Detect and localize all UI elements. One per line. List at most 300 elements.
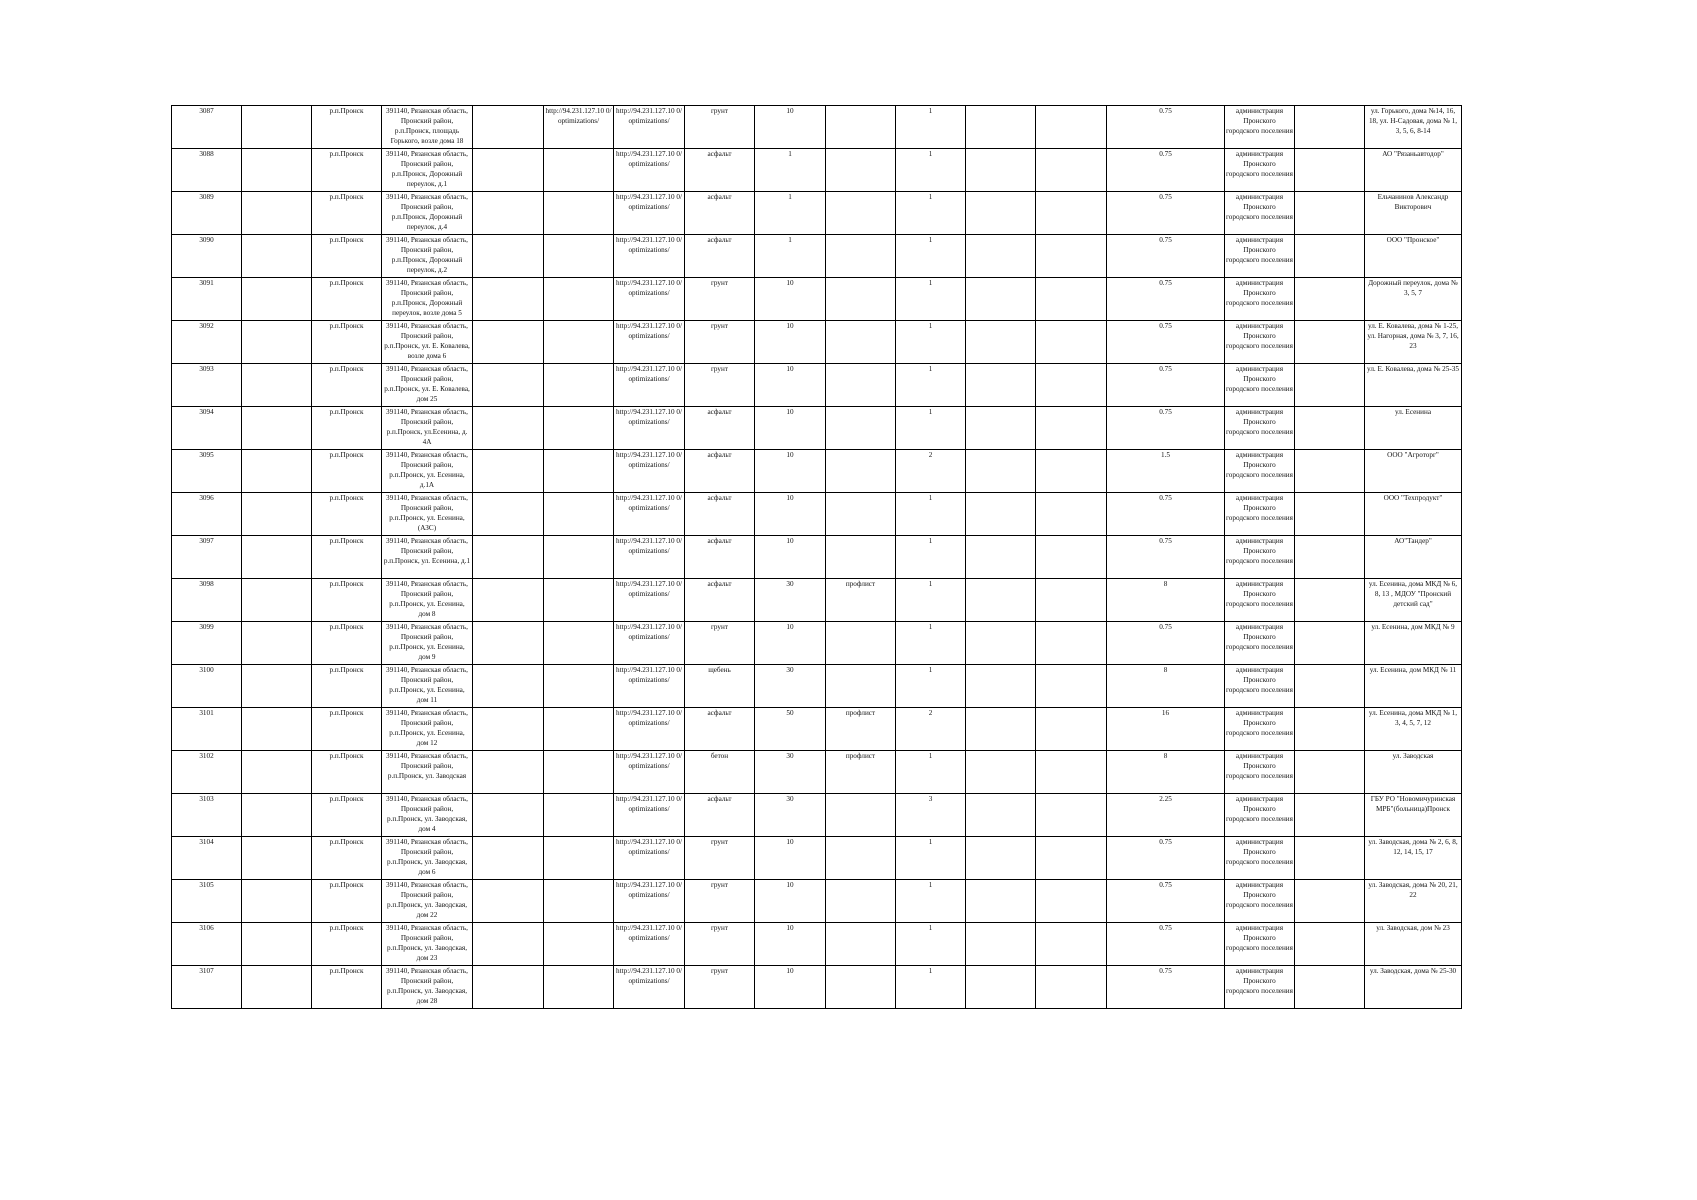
cell-area: 1	[755, 235, 826, 278]
cell-address: 391140, Рязанская область, Пронский район, р.п.Пронск, ул. Е. Ковалева, дом 25	[382, 364, 473, 407]
cell-empty	[1036, 923, 1107, 966]
cell-owner: администрация Пронского городского поселения	[1225, 622, 1295, 665]
cell-container-count: 1	[896, 235, 966, 278]
cell-number: 3107	[172, 966, 242, 1009]
cell-address: 391140, Рязанская область, Пронский район, р.п.Пронск, ул. Есенина, дом 12	[382, 708, 473, 751]
cell-url	[544, 880, 614, 923]
cell-number: 3100	[172, 665, 242, 708]
cell-waste-source: АО"Тандер"	[1365, 536, 1462, 579]
cell-waste-source: ул. Заводская, дом № 23	[1365, 923, 1462, 966]
cell-empty	[966, 837, 1036, 880]
cell-empty	[1036, 321, 1107, 364]
cell-address: 391140, Рязанская область, Пронский район, р.п.Пронск, ул. Есенина, дом 9	[382, 622, 473, 665]
cell-empty	[966, 192, 1036, 235]
cell-empty	[473, 579, 544, 622]
cell-locality: р.п.Пронск	[312, 794, 382, 837]
cell-empty	[473, 880, 544, 923]
cell-locality: р.п.Пронск	[312, 149, 382, 192]
cell-area: 10	[755, 622, 826, 665]
cell-area: 10	[755, 880, 826, 923]
cell-container-count: 1	[896, 923, 966, 966]
cell-empty	[1295, 880, 1365, 923]
cell-empty	[473, 106, 544, 149]
cell-waste-source: ул. Е. Ковалева, дома № 25-35	[1365, 364, 1462, 407]
table-row	[172, 622, 1462, 665]
cell-waste-source: ул. Горького, дома №14, 16, 18, ул. Н-Садовая, дома № 1, 3, 5, 6, 8-14	[1365, 106, 1462, 149]
cell-owner: администрация Пронского городского поселения	[1225, 536, 1295, 579]
cell-container-count: 1	[896, 321, 966, 364]
cell-empty	[1295, 794, 1365, 837]
cell-number: 3097	[172, 536, 242, 579]
cell-empty	[473, 622, 544, 665]
cell-empty	[966, 493, 1036, 536]
cell-surface: бетон	[685, 751, 755, 794]
cell-url	[544, 149, 614, 192]
cell-locality: р.п.Пронск	[312, 278, 382, 321]
cell-waste-source: ул. Е. Ковалева, дома № 1-25, ул. Нагорная, дома № 3, 7, 16, 23	[1365, 321, 1462, 364]
cell-empty	[966, 407, 1036, 450]
cell-empty	[242, 450, 312, 493]
cell-volume: 0.75	[1107, 106, 1225, 149]
cell-fence	[826, 665, 896, 708]
table-row	[172, 106, 1462, 149]
cell-number: 3092	[172, 321, 242, 364]
cell-locality: р.п.Пронск	[312, 192, 382, 235]
cell-url	[544, 450, 614, 493]
cell-empty	[473, 235, 544, 278]
cell-empty	[1295, 622, 1365, 665]
cell-address: 391140, Рязанская область, Пронский район, р.п.Пронск, ул.Есенина, д. 4А	[382, 407, 473, 450]
table-row	[172, 837, 1462, 880]
cell-empty	[242, 278, 312, 321]
cell-empty	[1036, 493, 1107, 536]
cell-empty	[1036, 880, 1107, 923]
cell-surface: асфальт	[685, 149, 755, 192]
cell-empty	[242, 493, 312, 536]
cell-empty	[242, 536, 312, 579]
cell-surface: грунт	[685, 622, 755, 665]
cell-empty	[966, 364, 1036, 407]
cell-area: 10	[755, 364, 826, 407]
cell-empty	[473, 665, 544, 708]
cell-locality: р.п.Пронск	[312, 708, 382, 751]
cell-address: 391140, Рязанская область, Пронский район, р.п.Пронск, Дорожный переулок, д.1	[382, 149, 473, 192]
cell-empty	[473, 708, 544, 751]
cell-url	[544, 321, 614, 364]
cell-empty	[473, 321, 544, 364]
cell-empty	[1036, 192, 1107, 235]
cell-area: 10	[755, 837, 826, 880]
cell-empty	[473, 923, 544, 966]
cell-url: http://94.231.127.10 0/optimizations/	[614, 579, 685, 622]
cell-fence: профлист	[826, 579, 896, 622]
cell-empty	[1295, 579, 1365, 622]
cell-container-count: 1	[896, 106, 966, 149]
cell-owner: администрация Пронского городского поселения	[1225, 923, 1295, 966]
cell-number: 3096	[172, 493, 242, 536]
cell-empty	[966, 321, 1036, 364]
cell-fence	[826, 794, 896, 837]
cell-url: http://94.231.127.10 0/optimizations/	[614, 880, 685, 923]
cell-empty	[966, 106, 1036, 149]
cell-empty	[242, 106, 312, 149]
cell-locality: р.п.Пронск	[312, 321, 382, 364]
cell-waste-source: АО "Рязаньавтодор"	[1365, 149, 1462, 192]
cell-surface: грунт	[685, 880, 755, 923]
cell-container-count: 1	[896, 493, 966, 536]
cell-volume: 0.75	[1107, 149, 1225, 192]
cell-empty	[242, 579, 312, 622]
cell-area: 10	[755, 321, 826, 364]
cell-locality: р.п.Пронск	[312, 880, 382, 923]
cell-fence	[826, 278, 896, 321]
table-row	[172, 751, 1462, 794]
cell-locality: р.п.Пронск	[312, 837, 382, 880]
table-row	[172, 880, 1462, 923]
cell-waste-source: ул. Есенина, дома МКД № 1, 3, 4, 5, 7, 12	[1365, 708, 1462, 751]
cell-volume: 0.75	[1107, 278, 1225, 321]
cell-empty	[473, 794, 544, 837]
table-row	[172, 149, 1462, 192]
cell-number: 3105	[172, 880, 242, 923]
cell-container-count: 1	[896, 407, 966, 450]
cell-empty	[1295, 450, 1365, 493]
cell-surface: асфальт	[685, 450, 755, 493]
cell-empty	[1036, 579, 1107, 622]
cell-empty	[1036, 364, 1107, 407]
cell-empty	[1295, 149, 1365, 192]
cell-number: 3102	[172, 751, 242, 794]
cell-surface: грунт	[685, 321, 755, 364]
table-row	[172, 450, 1462, 493]
cell-owner: администрация Пронского городского поселения	[1225, 149, 1295, 192]
cell-container-count: 1	[896, 880, 966, 923]
cell-fence	[826, 493, 896, 536]
cell-volume: 0.75	[1107, 966, 1225, 1009]
cell-empty	[473, 407, 544, 450]
cell-url	[544, 192, 614, 235]
cell-owner: администрация Пронского городского поселения	[1225, 579, 1295, 622]
cell-empty	[242, 837, 312, 880]
cell-locality: р.п.Пронск	[312, 966, 382, 1009]
cell-empty	[966, 235, 1036, 278]
cell-volume: 16	[1107, 708, 1225, 751]
cell-volume: 8	[1107, 665, 1225, 708]
cell-url	[544, 923, 614, 966]
cell-owner: администрация Пронского городского поселения	[1225, 278, 1295, 321]
cell-number: 3088	[172, 149, 242, 192]
cell-locality: р.п.Пронск	[312, 493, 382, 536]
cell-owner: администрация Пронского городского поселения	[1225, 708, 1295, 751]
cell-url	[544, 407, 614, 450]
cell-address: 391140, Рязанская область, Пронский район, р.п.Пронск, ул. Заводская, дом 4	[382, 794, 473, 837]
cell-url: http://94.231.127.10 0/optimizations/	[614, 493, 685, 536]
cell-fence	[826, 106, 896, 149]
cell-empty	[1295, 321, 1365, 364]
cell-empty	[473, 493, 544, 536]
cell-container-count: 1	[896, 192, 966, 235]
cell-empty	[242, 192, 312, 235]
cell-volume: 0.75	[1107, 235, 1225, 278]
cell-waste-source: ООО "Агроторг"	[1365, 450, 1462, 493]
cell-container-count: 1	[896, 751, 966, 794]
cell-empty	[242, 923, 312, 966]
cell-empty	[242, 149, 312, 192]
cell-volume: 0.75	[1107, 493, 1225, 536]
cell-empty	[1295, 923, 1365, 966]
cell-address: 391140, Рязанская область, Пронский район, р.п.Пронск, ул. Заводская, дом 23	[382, 923, 473, 966]
cell-container-count: 2	[896, 708, 966, 751]
cell-empty	[966, 278, 1036, 321]
cell-waste-source: ООО "Техпродукт"	[1365, 493, 1462, 536]
cell-surface: асфальт	[685, 536, 755, 579]
cell-empty	[242, 407, 312, 450]
cell-number: 3087	[172, 106, 242, 149]
cell-container-count: 1	[896, 364, 966, 407]
cell-volume: 0.75	[1107, 192, 1225, 235]
cell-area: 10	[755, 966, 826, 1009]
cell-address: 391140, Рязанская область, Пронский район, р.п.Пронск, ул. Есенина, (АЗС)	[382, 493, 473, 536]
cell-container-count: 1	[896, 665, 966, 708]
cell-locality: р.п.Пронск	[312, 407, 382, 450]
cell-empty	[1295, 708, 1365, 751]
cell-number: 3095	[172, 450, 242, 493]
cell-fence	[826, 149, 896, 192]
cell-fence	[826, 235, 896, 278]
cell-number: 3089	[172, 192, 242, 235]
cell-empty	[242, 966, 312, 1009]
cell-address: 391140, Рязанская область, Пронский район, р.п.Пронск, ул. Заводская, дом 6	[382, 837, 473, 880]
cell-surface: грунт	[685, 837, 755, 880]
cell-area: 10	[755, 278, 826, 321]
cell-url: http://94.231.127.10 0/optimizations/	[614, 794, 685, 837]
cell-owner: администрация Пронского городского поселения	[1225, 794, 1295, 837]
cell-empty	[1036, 536, 1107, 579]
cell-number: 3099	[172, 622, 242, 665]
cell-url	[544, 278, 614, 321]
cell-empty	[966, 708, 1036, 751]
cell-address: 391140, Рязанская область, Пронский район, р.п.Пронск, ул. Заводская, дом 28	[382, 966, 473, 1009]
cell-volume: 0.75	[1107, 837, 1225, 880]
cell-area: 10	[755, 450, 826, 493]
cell-empty	[473, 536, 544, 579]
table-row	[172, 794, 1462, 837]
cell-owner: администрация Пронского городского поселения	[1225, 880, 1295, 923]
cell-volume: 0.75	[1107, 923, 1225, 966]
cell-empty	[473, 278, 544, 321]
cell-empty	[966, 966, 1036, 1009]
cell-empty	[1036, 751, 1107, 794]
cell-fence	[826, 966, 896, 1009]
cell-number: 3106	[172, 923, 242, 966]
cell-number: 3098	[172, 579, 242, 622]
cell-volume: 8	[1107, 751, 1225, 794]
cell-owner: администрация Пронского городского поселения	[1225, 751, 1295, 794]
cell-url: http://94.231.127.10 0/optimizations/	[614, 106, 685, 149]
cell-fence	[826, 192, 896, 235]
cell-empty	[1295, 751, 1365, 794]
cell-locality: р.п.Пронск	[312, 751, 382, 794]
cell-address: 391140, Рязанская область, Пронский район, р.п.Пронск, Дорожный переулок, д.4	[382, 192, 473, 235]
cell-waste-source: ул. Есенина, дома МКД № 6, 8, 13 , МДОУ "Пронский детский сад"	[1365, 579, 1462, 622]
cell-number: 3091	[172, 278, 242, 321]
cell-waste-source: ул. Есенина	[1365, 407, 1462, 450]
cell-area: 1	[755, 192, 826, 235]
cell-locality: р.п.Пронск	[312, 665, 382, 708]
cell-volume: 0.75	[1107, 880, 1225, 923]
registry-table	[171, 105, 1462, 1009]
cell-volume: 8	[1107, 579, 1225, 622]
cell-url	[544, 235, 614, 278]
cell-empty	[1295, 235, 1365, 278]
cell-empty	[966, 923, 1036, 966]
cell-surface: грунт	[685, 278, 755, 321]
table-row	[172, 407, 1462, 450]
cell-owner: администрация Пронского городского поселения	[1225, 235, 1295, 278]
cell-area: 10	[755, 536, 826, 579]
table-row	[172, 235, 1462, 278]
cell-area: 10	[755, 407, 826, 450]
cell-url: http://94.231.127.10 0/optimizations/	[614, 708, 685, 751]
cell-url: http://94.231.127.10 0/optimizations/	[614, 665, 685, 708]
cell-container-count: 1	[896, 278, 966, 321]
cell-empty	[966, 450, 1036, 493]
cell-area: 10	[755, 923, 826, 966]
cell-fence: профлист	[826, 751, 896, 794]
table-row	[172, 708, 1462, 751]
cell-number: 3093	[172, 364, 242, 407]
cell-waste-source: ООО "Пронское"	[1365, 235, 1462, 278]
cell-empty	[1295, 106, 1365, 149]
cell-waste-source: Ельчанинов Александр Викторович	[1365, 192, 1462, 235]
table-row	[172, 923, 1462, 966]
cell-fence	[826, 880, 896, 923]
table-row	[172, 278, 1462, 321]
cell-empty	[1295, 407, 1365, 450]
cell-url	[544, 837, 614, 880]
cell-address: 391140, Рязанская область, Пронский район, р.п.Пронск, ул. Есенина, д.1А	[382, 450, 473, 493]
cell-waste-source: ул. Заводская	[1365, 751, 1462, 794]
cell-address: 391140, Рязанская область, Пронский район, р.п.Пронск, ул. Заводская, дом 22	[382, 880, 473, 923]
cell-url: http://94.231.127.10 0/optimizations/	[614, 364, 685, 407]
cell-empty	[473, 364, 544, 407]
cell-locality: р.п.Пронск	[312, 106, 382, 149]
cell-waste-source: Дорожный переулок, дома № 3, 5, 7	[1365, 278, 1462, 321]
cell-area: 1	[755, 149, 826, 192]
cell-empty	[242, 364, 312, 407]
cell-address: 391140, Рязанская область, Пронский район, р.п.Пронск, площадь Горького, возле дома 18	[382, 106, 473, 149]
cell-container-count: 2	[896, 450, 966, 493]
cell-container-count: 1	[896, 149, 966, 192]
cell-waste-source: ул. Заводская, дома № 20, 21, 22	[1365, 880, 1462, 923]
table-row	[172, 321, 1462, 364]
cell-surface: асфальт	[685, 192, 755, 235]
cell-fence	[826, 450, 896, 493]
cell-area: 30	[755, 665, 826, 708]
cell-url	[544, 665, 614, 708]
cell-fence	[826, 407, 896, 450]
cell-fence	[826, 837, 896, 880]
cell-surface: асфальт	[685, 235, 755, 278]
cell-surface: грунт	[685, 106, 755, 149]
cell-empty	[1036, 794, 1107, 837]
table-row	[172, 966, 1462, 1009]
cell-locality: р.п.Пронск	[312, 622, 382, 665]
cell-locality: р.п.Пронск	[312, 364, 382, 407]
cell-url: http://94.231.127.10 0/optimizations/	[614, 966, 685, 1009]
cell-url	[544, 751, 614, 794]
cell-surface: грунт	[685, 364, 755, 407]
cell-surface: асфальт	[685, 708, 755, 751]
cell-owner: администрация Пронского городского поселения	[1225, 407, 1295, 450]
cell-url: http://94.231.127.10 0/optimizations/	[614, 407, 685, 450]
cell-url: http://94.231.127.10 0/optimizations/	[614, 751, 685, 794]
cell-owner: администрация Пронского городского поселения	[1225, 364, 1295, 407]
cell-volume: 0.75	[1107, 321, 1225, 364]
cell-number: 3103	[172, 794, 242, 837]
cell-container-count: 1	[896, 536, 966, 579]
cell-locality: р.п.Пронск	[312, 450, 382, 493]
cell-empty	[1036, 278, 1107, 321]
cell-surface: асфальт	[685, 493, 755, 536]
cell-url: http://94.231.127.10 0/optimizations/	[614, 235, 685, 278]
cell-owner: администрация Пронского городского поселения	[1225, 665, 1295, 708]
cell-fence	[826, 923, 896, 966]
cell-url	[544, 708, 614, 751]
cell-surface: асфальт	[685, 407, 755, 450]
cell-address: 391140, Рязанская область, Пронский район, р.п.Пронск, ул. Есенина, дом 11	[382, 665, 473, 708]
cell-address: 391140, Рязанская область, Пронский район, р.п.Пронск, Дорожный переулок, возле дома 5	[382, 278, 473, 321]
cell-volume: 2.25	[1107, 794, 1225, 837]
cell-empty	[242, 880, 312, 923]
cell-empty	[1036, 106, 1107, 149]
cell-container-count: 1	[896, 966, 966, 1009]
cell-empty	[242, 708, 312, 751]
cell-surface: асфальт	[685, 794, 755, 837]
cell-area: 10	[755, 106, 826, 149]
cell-address: 391140, Рязанская область, Пронский район, р.п.Пронск, ул. Есенина, д.1	[382, 536, 473, 579]
cell-waste-source: ГБУ РО "Новомичуринская МРБ"(больница)Пронск	[1365, 794, 1462, 837]
cell-waste-source: ул. Заводская, дома № 25-30	[1365, 966, 1462, 1009]
cell-volume: 0.75	[1107, 536, 1225, 579]
cell-owner: администрация Пронского городского поселения	[1225, 192, 1295, 235]
cell-fence	[826, 321, 896, 364]
cell-empty	[473, 149, 544, 192]
table-row	[172, 536, 1462, 579]
cell-empty	[1295, 364, 1365, 407]
cell-owner: администрация Пронского городского поселения	[1225, 321, 1295, 364]
cell-number: 3101	[172, 708, 242, 751]
cell-empty	[242, 235, 312, 278]
cell-fence: профлист	[826, 708, 896, 751]
cell-volume: 0.75	[1107, 407, 1225, 450]
cell-address: 391140, Рязанская область, Пронский район, р.п.Пронск, ул. Е. Ковалева, возле дома 6	[382, 321, 473, 364]
table-row	[172, 579, 1462, 622]
cell-empty	[966, 536, 1036, 579]
cell-empty	[966, 794, 1036, 837]
cell-url: http://94.231.127.10 0/optimizations/	[614, 149, 685, 192]
cell-container-count: 1	[896, 622, 966, 665]
cell-empty	[966, 622, 1036, 665]
cell-area: 10	[755, 493, 826, 536]
cell-address: 391140, Рязанская область, Пронский район, р.п.Пронск, ул. Есенина, дом 8	[382, 579, 473, 622]
cell-locality: р.п.Пронск	[312, 579, 382, 622]
cell-container-count: 1	[896, 579, 966, 622]
cell-volume: 0.75	[1107, 622, 1225, 665]
cell-url: http://94.231.127.10 0/optimizations/	[614, 536, 685, 579]
cell-url: http://94.231.127.10 0/optimizations/	[614, 622, 685, 665]
cell-owner: администрация Пронского городского поселения	[1225, 106, 1295, 149]
